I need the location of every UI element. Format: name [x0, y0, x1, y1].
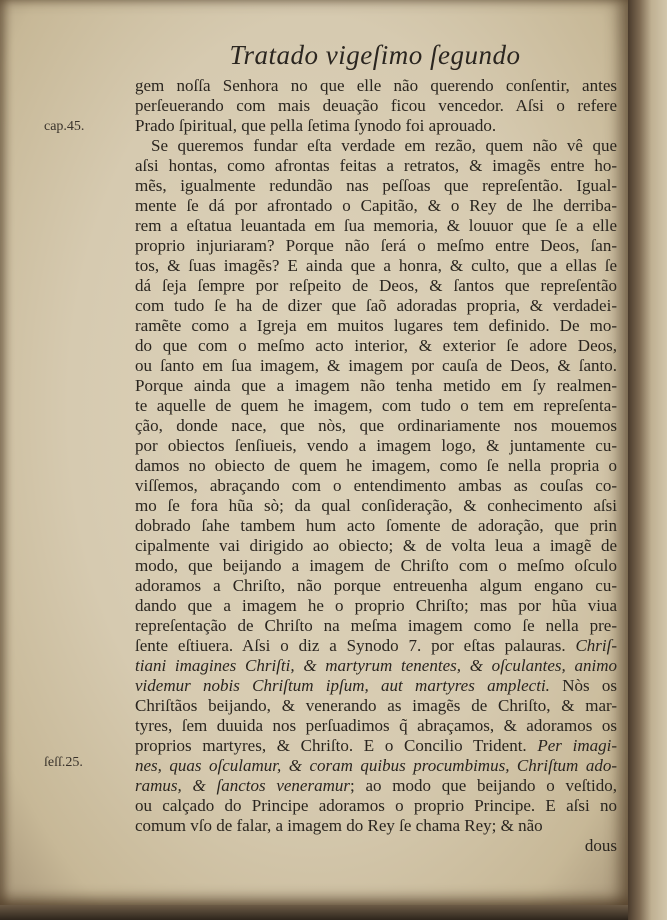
- text-line: [135, 696, 617, 716]
- margin-note-cap: cap.45.: [44, 119, 85, 134]
- latin-quote-segment: tiani imagines Chriſti, & martyrum tenentes, & oſculantes, animo: [135, 656, 617, 675]
- running-title: Tratado vigeſimo ſegundo: [229, 40, 521, 70]
- text-line: [135, 676, 617, 696]
- text-segment: Nòs os: [549, 676, 617, 695]
- text-line: [135, 736, 617, 756]
- text-segment: cipalmente vai dirigido ao obiecto; & de volta leua a imagẽ de: [135, 536, 617, 555]
- text-line: [135, 276, 617, 296]
- text-line: [135, 636, 617, 656]
- text-line: [135, 256, 617, 276]
- text-line: [135, 376, 617, 396]
- text-line: [135, 796, 617, 816]
- text-line: [135, 316, 617, 336]
- adjacent-page-edge: [628, 0, 667, 920]
- text-segment: do que com o meſmo acto interior, & exterior ſe adore Deos,: [135, 336, 617, 355]
- text-line: [135, 196, 617, 216]
- text-segment: com tudo ſe ha de dizer que ſaõ adoradas propria, & verdadei-: [135, 296, 617, 315]
- text-segment: ramẽte como a Igreja em muitos lugares tem definido. De mo-: [135, 316, 617, 335]
- text-segment: viſſemos, abraçando com o entendimento ambas as couſas co-: [135, 476, 617, 495]
- margin-note-sess: ſeſſ.25.: [44, 755, 83, 770]
- text-segment: adoramos a Chriſto, não porque entreuenha algum engano cu-: [135, 576, 617, 595]
- text-segment: rem a eſtatua leuantada em ſua memoria, & louuor que ſe a elle: [135, 216, 617, 235]
- text-line: [135, 596, 617, 616]
- text-segment: Porque ainda que a imagem não tenha metido em ſy realmen-: [135, 376, 617, 395]
- text-line: [135, 96, 617, 116]
- text-segment: ou calçado do Principe adoramos o proprio Principe. E aſsi no: [135, 796, 617, 815]
- text-line: [135, 176, 617, 196]
- text-segment: dá ſeja ſempre por reſpeito de Deos, & ſantos que repreſentão: [135, 276, 617, 295]
- text-line: [135, 216, 617, 236]
- text-line: [135, 716, 617, 736]
- text-line: [135, 576, 617, 596]
- text-line: [135, 516, 617, 536]
- text-line: [135, 456, 617, 476]
- text-segment: gem noſſa Senhora no que elle não querendo conſentir, antes: [135, 76, 617, 95]
- text-line: [135, 136, 617, 156]
- text-segment: mẽs, igualmente redundão nas peſſoas que repreſentão. Igual-: [135, 176, 617, 195]
- text-line: [135, 356, 617, 376]
- text-segment: tos, & ſuas imagẽs? E ainda que a honra, & culto, que a ellas ſe: [135, 256, 617, 275]
- text-line: [135, 296, 617, 316]
- text-line: [135, 476, 617, 496]
- text-segment: aſsi hontas, como afrontas feitas a retratos, & imagẽs entre ho-: [135, 156, 617, 175]
- text-segment: mo ſe fora hũa sò; da qual conſideração, & conhecimento aſsi: [135, 496, 617, 515]
- latin-quote-segment: Chriſ-: [575, 636, 617, 655]
- text-segment: ſente eſtiuera. Aſsi o diz a Synodo 7. por eſtas palauras.: [135, 636, 576, 655]
- text-segment: Chriſtãos beijando, & venerando as imagẽs de Chriſto, & mar-: [135, 696, 617, 715]
- text-segment: comum vſo de falar, a imagem do Rey ſe chama Rey; & não: [135, 816, 543, 835]
- text-line: [135, 156, 617, 176]
- text-line: [135, 436, 617, 456]
- body-text: [135, 76, 617, 856]
- latin-quote-segment: videmur nobis Chriſtum ipſum, aut martyres amplecti.: [135, 676, 550, 695]
- text-line: [135, 816, 617, 836]
- page-bottom-edge: [0, 905, 628, 920]
- text-segment: dando que a imagem he o proprio Chriſto; mas por hũa viua: [135, 596, 617, 615]
- text-segment: te aquelle de quem he imagem, com tudo o tem em repreſenta-: [135, 396, 617, 415]
- text-line: [135, 556, 617, 576]
- text-segment: Se queremos fundar eſta verdade em rezão, quem não vê que: [151, 136, 617, 155]
- text-segment: Prado ſpiritual, que pella ſetima ſynodo foi aprouado.: [135, 116, 497, 135]
- text-line: [135, 396, 617, 416]
- text-line: [135, 536, 617, 556]
- text-segment: damos no obiecto de quem he imagem, como ſe nella propria o: [135, 456, 617, 475]
- text-line: [135, 656, 617, 676]
- text-segment: mente ſe dá por afrontado o Capitão, & o Rey de lhe derriba-: [135, 196, 617, 215]
- text-line: [135, 776, 617, 796]
- text-segment: por obiectos ſenſiueis, vendo a imagem logo, & juntamente cu-: [135, 436, 617, 455]
- text-line: [135, 116, 617, 136]
- text-segment: dobrado ſahe tambem hum acto ſomente de adoração, que prin: [135, 516, 617, 535]
- text-segment: ção, donde nace, que nòs, que ordinariamente nos mouemos: [135, 416, 617, 435]
- text-segment: tyres, ſem duuida nos perſuadimos q̃ abraçamos, & adoramos os: [135, 716, 617, 735]
- text-segment: ou ſanto em ſua imagem, & imagem por cauſa de Deos, & ſanto.: [135, 356, 617, 375]
- text-line: [135, 756, 617, 776]
- text-segment: perſeuerando com mais deuação ficou vencedor. Aſsi o refere: [135, 96, 617, 115]
- text-line: [135, 76, 617, 96]
- catchword: dous: [584, 836, 617, 855]
- text-segment: repreſentação de Chriſto na meſma imagem como ſe nella pre-: [135, 616, 617, 635]
- text-segment: proprios martyres, & Chriſto. E o Concilio Trident.: [135, 736, 538, 755]
- latin-quote-segment: ramus, & ſanctos veneramur: [135, 776, 350, 795]
- latin-quote-segment: nes, quas oſculamur, & coram quibus procumbimus, Chriſtum ado-: [135, 756, 617, 775]
- text-line: [135, 616, 617, 636]
- latin-quote-segment: Per imagi-: [537, 736, 617, 755]
- text-line: [135, 236, 617, 256]
- text-segment: proprio injuriaram? Porque não ſerá o meſmo entre Deos, ſan-: [135, 236, 617, 255]
- text-line: [135, 336, 617, 356]
- text-line: [135, 416, 617, 436]
- text-segment: modo, que beijando a imagem de Chriſto com o meſmo oſculo: [135, 556, 617, 575]
- text-segment: ; ao modo que beijando o veſtido,: [349, 776, 618, 795]
- text-line: [135, 496, 617, 516]
